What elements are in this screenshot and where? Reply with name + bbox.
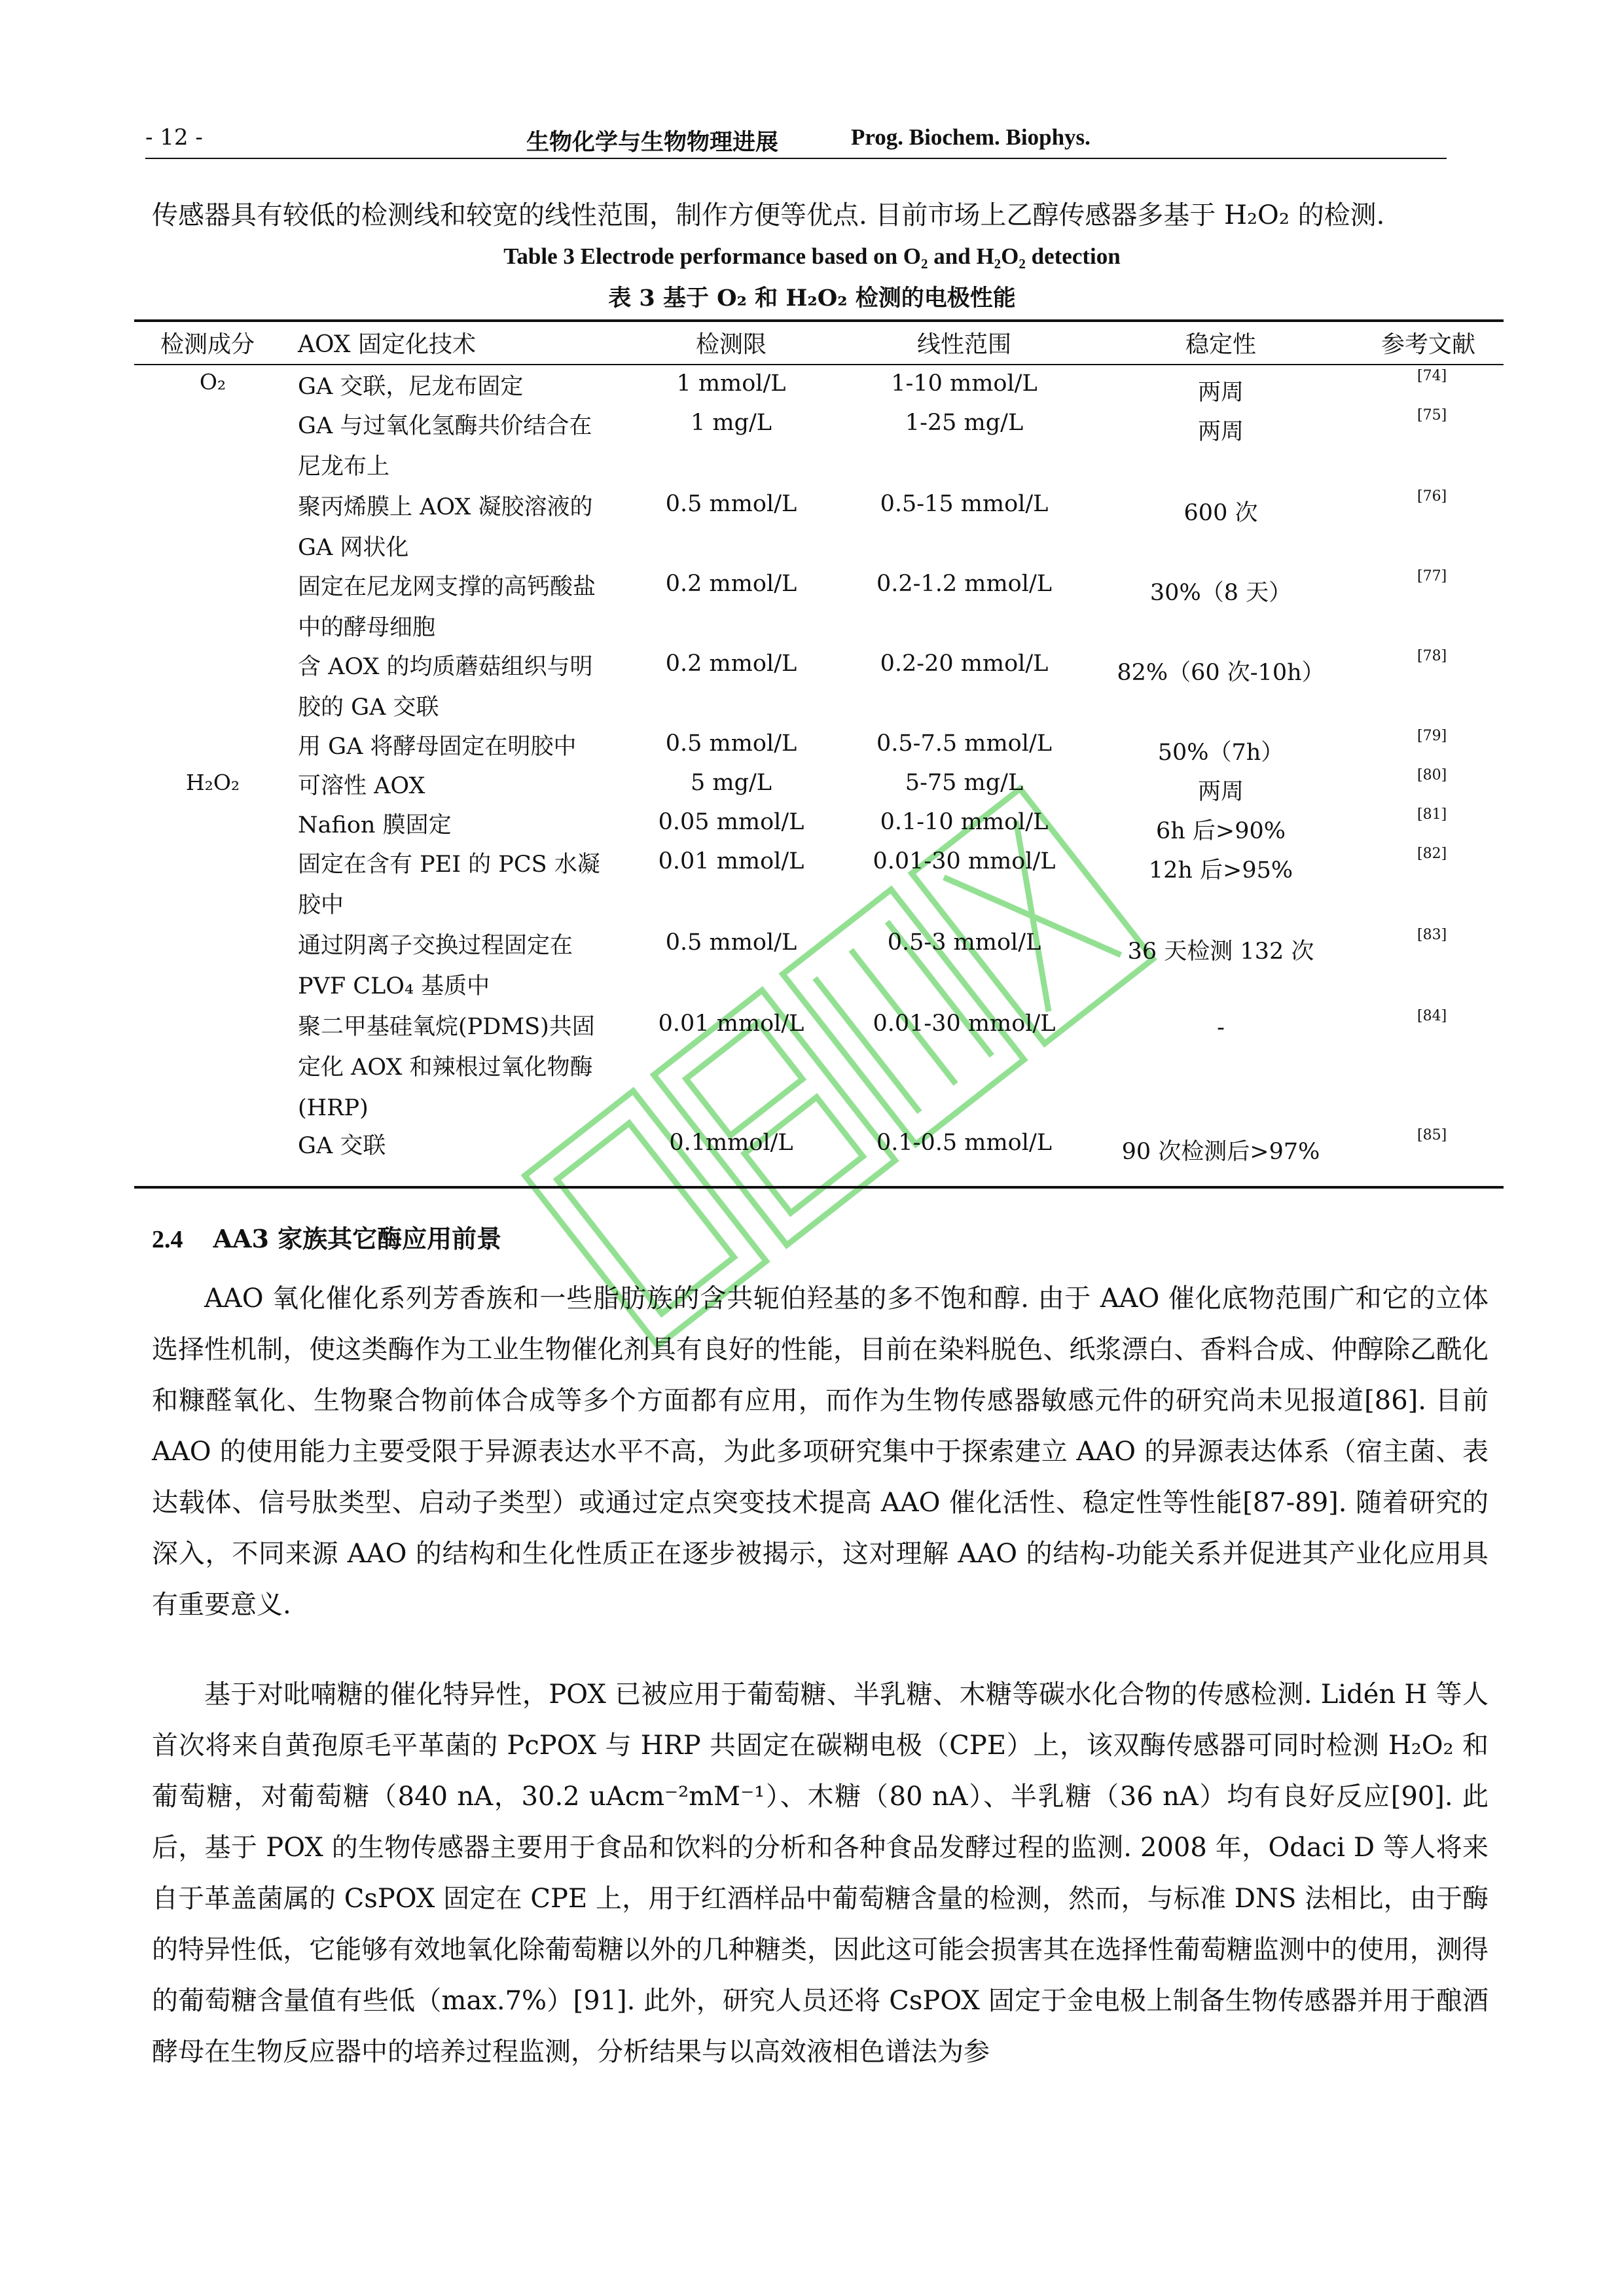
page-number: - 12 - xyxy=(145,124,203,151)
table-cell-technique: 含 AOX 的均质蘑菇组织与明胶的 GA 交联 xyxy=(298,654,593,721)
table-cell-range: 1-10 mmol/L xyxy=(891,370,1038,397)
table-cell-range: 0.01-30 mmol/L xyxy=(873,848,1056,874)
table-cell-lod: 0.01 mmol/L xyxy=(658,1011,804,1037)
table-cell-lod: 0.01 mmol/L xyxy=(658,848,804,874)
table-cell-lod: 0.5 mmol/L xyxy=(665,929,797,956)
section-number: 2.4 xyxy=(152,1226,183,1253)
table-cell-range: 0.1-10 mmol/L xyxy=(880,809,1049,835)
table-cell-lod: 0.5 mmol/L xyxy=(665,491,797,517)
col-header-range: 线性范围 xyxy=(916,331,1012,358)
table-cell-ref: [81] xyxy=(1417,806,1447,823)
table-cell-ref: [83] xyxy=(1417,927,1447,943)
table-cell-lod: 0.05 mmol/L xyxy=(658,809,804,835)
paragraph: AAO 氧化催化系列芳香族和一些脂肪族的含共轭伯羟基的多不饱和醇. 由于 AAO 催化底物范围广和它的立体选择性机制，使这类酶作为工业生物催化剂具有良好的性能，目前在染料脱色、纸浆漂白、香料合成、仲醇除乙酰化和糠醛氧化、生物聚合物前体合成等多个方面都有应用，而作为生物传感器敏感元件的研究尚未见报道[86]. 目前 AAO 的使用能力主要受限于异源表达水平不高，为此多项研究集中于探索建立 AAO 的异源表达体系（宿主菌、表达载体、信号肽类型、启动子类型）或通过定点突变技术提高 AAO 催化活性、稳定性等性能[87-89]. 随着研究的深入，不同来源 AAO 的结构和生化性质正在逐步被揭示，这对理解 AAO 的结构-功能关系并促进其产业化应用具有重要意义. xyxy=(152,1283,1489,1620)
table-caption-en: Table 3 Electrode performance based on O₂ and H₂O₂ detection xyxy=(503,243,1121,269)
table-bottom-rule xyxy=(134,1186,1504,1189)
table-cell-technique: GA 与过氧化氢酶共价结合在尼龙布上 xyxy=(298,413,592,480)
table-cell-range: 0.2-1.2 mmol/L xyxy=(876,571,1052,597)
table-cell-range: 0.5-7.5 mmol/L xyxy=(876,730,1052,757)
table-cell-lod: 0.5 mmol/L xyxy=(665,730,797,757)
table-cell-ref: [78] xyxy=(1417,648,1447,664)
table-cell-stability: 82%（60 次-10h） xyxy=(1117,660,1325,686)
table-cell-lod: 0.1mmol/L xyxy=(669,1130,793,1156)
section-title: AA3 家族其它酶应用前景 xyxy=(213,1224,502,1253)
table-cell-lod: 5 mg/L xyxy=(690,770,772,796)
table-cell-technique: 用 GA 将酵母固定在明胶中 xyxy=(298,734,577,760)
table-cell-technique: GA 交联 xyxy=(298,1133,386,1159)
table-cell-technique: 固定在含有 PEI 的 PCS 水凝胶中 xyxy=(298,852,600,918)
table-cell-range: 0.1-0.5 mmol/L xyxy=(876,1130,1052,1156)
table-cell-range: 0.5-3 mmol/L xyxy=(887,929,1041,956)
intro-line: 传感器具有较低的检测线和较宽的线性范围，制作方便等优点. 目前市场上乙醇传感器多基于 H₂O₂ 的检测. xyxy=(152,200,1385,230)
group-label-h2o2: H₂O₂ xyxy=(185,770,240,795)
table-cell-stability: - xyxy=(1217,1014,1225,1041)
journal-title-en: Prog. Biochem. Biophys. xyxy=(851,124,1091,150)
table-cell-stability: 600 次 xyxy=(1183,500,1258,526)
table-cell-ref: [75] xyxy=(1417,407,1447,423)
table-cell-stability: 30%（8 天） xyxy=(1149,580,1292,606)
table-cell-range: 1-25 mg/L xyxy=(905,410,1024,436)
paragraph: 基于对吡喃糖的催化特异性，POX 已被应用于葡萄糖、半乳糖、木糖等碳水化合物的传感检测. Lidén H 等人首次将来自黄孢原毛平革菌的 PcPOX 与 HRP 共固定在碳糊电极（CPE）上，该双酶传感器可同时检测 H₂O₂ 和葡萄糖，对葡萄糖（840 nA，30.2 uAcm⁻²mM⁻¹）、木糖（80 nA）、半乳糖（36 nA）均有良好反应[90]. 此后，基于 POX 的生物传感器主要用于食品和饮料的分析和各种食品发酵过程的监测. 2008 年，Odaci D 等人将来自于革盖菌属的 CsPOX 固定在 CPE 上，用于红酒样品中葡萄糖含量的检测，然而，与标准 DNS 法相比，由于酶的特异性低，它能够有效地氧化除葡萄糖以外的几种糖类，因此这可能会损害其在选择性葡萄糖监测中的使用，测得的葡萄糖含量值有些低（max.7%）[91]. 此外，研究人员还将 CsPOX 固定于金电极上制备生物传感器并用于酿酒酵母在生物反应器中的培养过程监测，分析结果与以高效液相色谱法为参 xyxy=(152,1679,1489,2067)
table-cell-ref: [76] xyxy=(1417,488,1447,505)
table-caption-cn: 表 3 基于 O₂ 和 H₂O₂ 检测的电极性能 xyxy=(608,285,1016,312)
group-label-o2: O₂ xyxy=(199,369,226,395)
table-top-rule xyxy=(134,319,1504,322)
table-cell-technique: GA 交联，尼龙布固定 xyxy=(298,374,524,400)
table-cell-range: 0.01-30 mmol/L xyxy=(873,1011,1056,1037)
table-cell-lod: 1 mmol/L xyxy=(676,370,786,397)
table-cell-technique: 聚丙烯膜上 AOX 凝胶溶液的 GA 网状化 xyxy=(298,494,593,561)
section-heading xyxy=(152,1219,501,1255)
table-cell-ref: [85] xyxy=(1417,1127,1447,1143)
table-cell-lod: 0.2 mmol/L xyxy=(665,651,797,677)
table-cell-ref: [82] xyxy=(1417,846,1447,862)
table-header-rule xyxy=(134,364,1504,365)
table-cell-stability: 36 天检测 132 次 xyxy=(1127,939,1314,965)
col-header-technique: AOX 固定化技术 xyxy=(298,331,476,358)
col-header-stability: 稳定性 xyxy=(1185,331,1257,358)
table-cell-range: 0.5-15 mmol/L xyxy=(880,491,1049,517)
table-cell-technique: 可溶性 AOX xyxy=(298,773,425,799)
table-cell-stability: 两周 xyxy=(1197,779,1244,805)
electrode-performance-table xyxy=(134,319,1504,1190)
col-header-lod: 检测限 xyxy=(695,331,767,358)
table-cell-lod: 1 mg/L xyxy=(690,410,772,436)
table-cell-ref: [80] xyxy=(1417,767,1447,783)
table-cell-stability: 两周 xyxy=(1197,419,1244,445)
table-cell-stability: 90 次检测后>97% xyxy=(1121,1139,1320,1165)
header-rule xyxy=(145,158,1447,159)
table-cell-range: 5-75 mg/L xyxy=(905,770,1024,796)
table-cell-lod: 0.2 mmol/L xyxy=(665,571,797,597)
table-cell-stability: 50%（7h） xyxy=(1157,740,1284,766)
table-cell-stability: 两周 xyxy=(1197,380,1244,406)
table-cell-stability: 12h 后>95% xyxy=(1148,857,1293,884)
table-cell-range: 0.2-20 mmol/L xyxy=(880,651,1049,677)
table-cell-ref: [84] xyxy=(1417,1008,1447,1024)
col-header-refs: 参考文献 xyxy=(1381,331,1476,358)
table-cell-technique: 通过阴离子交换过程固定在 PVF CLO₄ 基质中 xyxy=(298,933,573,999)
table-cell-ref: [79] xyxy=(1417,728,1447,744)
table-cell-ref: [77] xyxy=(1417,568,1447,584)
col-header-component: 检测成分 xyxy=(160,331,255,358)
journal-title-cn: 生物化学与生物物理进展 xyxy=(526,129,779,156)
table-cell-ref: [74] xyxy=(1417,368,1447,384)
table-cell-technique: 固定在尼龙网支撑的高钙酸盐中的酵母细胞 xyxy=(298,574,596,641)
table-cell-stability: 6h 后>90% xyxy=(1155,818,1286,844)
table-cell-technique: Nafion 膜固定 xyxy=(298,812,452,838)
table-cell-technique: 聚二甲基硅氧烷(PDMS)共固定化 AOX 和辣根过氧化物酶(HRP) xyxy=(298,1014,595,1121)
running-header xyxy=(145,124,1447,157)
